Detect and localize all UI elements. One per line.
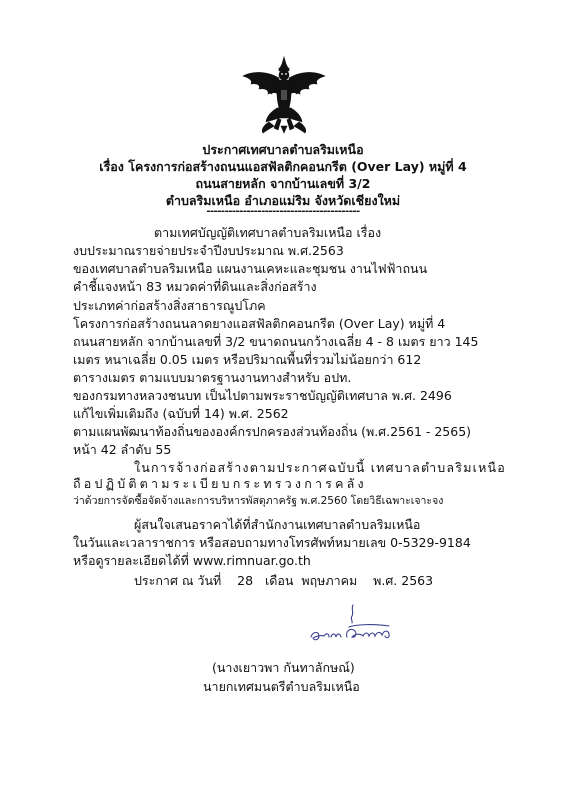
- body-line: ถนนสายหลัก จากบ้านเลขที่ 3/2 ขนาดถนนกว้างเฉลี่ย 4 - 8 เมตร ยาว 145: [73, 334, 479, 349]
- body-line: โครงการก่อสร้างถนนลาดยางแอสฟัลติกคอนกรีต (Over Lay) หมู่ที่ 4: [73, 316, 446, 331]
- header-separator: ------------------------------------------: [206, 206, 360, 217]
- signature-image: [305, 603, 395, 645]
- contact-line: ผู้สนใจเสนอราคาได้ที่สำนักงานเทศบาลตำบลริมเหนือ: [134, 517, 421, 532]
- signatory-name: (นางเยาวพา กันทาลักษณ์): [212, 660, 355, 675]
- signatory-position: นายกเทศมนตรีตำบลริมเหนือ: [203, 679, 360, 694]
- body-line: ถือปฏิบัติตามระเบียบกระทรวงการคลัง: [73, 476, 367, 491]
- body-line: หน้า 42 ลำดับ 55: [73, 442, 172, 457]
- body-line: ตามเทศบัญญัติเทศบาลตำบลริมเหนือ เรื่อง: [154, 225, 382, 240]
- body-line: ตารางเมตร ตามแบบมาตรฐานงานทางสำหรับ อปท.: [73, 370, 352, 385]
- body-line: แก้ไขเพิ่มเติมถึง (ฉบับที่ 14) พ.ศ. 2562: [73, 406, 289, 421]
- body-line: คำชี้แจงหน้า 83 หมวดค่าที่ดินและสิ่งก่อสร้าง: [73, 279, 317, 294]
- contact-phone: ในวันและเวลาราชการ หรือสอบถามทางโทรศัพท์หมายเลข 0-5329-9184: [73, 535, 471, 550]
- body-line: ในการจ้างก่อสร้างตามประกาศฉบับนี้ เทศบาลตำบลริมเหนือ: [134, 460, 507, 475]
- contact-website: หรือดูรายละเอียดได้ที่ www.rimnuar.go.th: [73, 553, 311, 568]
- body-line: ตามแผนพัฒนาท้องถิ่นขององค์กรปกครองส่วนท้องถิ่น (พ.ศ.2561 - 2565): [73, 424, 472, 439]
- garuda-emblem-icon: [241, 56, 327, 134]
- body-line: ของเทศบาลตำบลริมเหนือ แผนงานเคหะและชุมชน งานไฟฟ้าถนน: [73, 261, 428, 276]
- announcement-date: ประกาศ ณ วันที่ 28 เดือน พฤษภาคม พ.ศ. 2563: [134, 573, 434, 588]
- body-line: งบประมาณรายจ่ายประจำปีงบประมาณ พ.ศ.2563: [73, 243, 344, 258]
- body-line: เมตร หนาเฉลี่ย 0.05 เมตร หรือปริมาณพื้นที่รวมไม่น้อยกว่า 612: [73, 352, 422, 367]
- body-line: ว่าด้วยการจัดซื้อจัดจ้างและการบริหารพัสดุภาครัฐ พ.ศ.2560 โดยวิธีเฉพาะเจาะจง: [73, 495, 444, 507]
- announcement-location: ตำบลริมเหนือ อำเภอแม่ริม จังหวัดเชียงใหม่: [165, 193, 401, 208]
- announcement-subject: เรื่อง โครงการก่อสร้างถนนแอสฟัลติกคอนกรีต (Over Lay) หมู่ที่ 4: [99, 159, 467, 174]
- body-line: ของกรมทางหลวงชนบท เป็นไปตามพระราชบัญญัติเทศบาล พ.ศ. 2496: [73, 388, 452, 403]
- body-line: ประเภทค่าก่อสร้างสิ่งสาธารณูปโภค: [73, 298, 266, 313]
- announcement-road: ถนนสายหลัก จากบ้านเลขที่ 3/2: [195, 176, 371, 191]
- announcement-title: ประกาศเทศบาลตำบลริมเหนือ: [202, 142, 364, 157]
